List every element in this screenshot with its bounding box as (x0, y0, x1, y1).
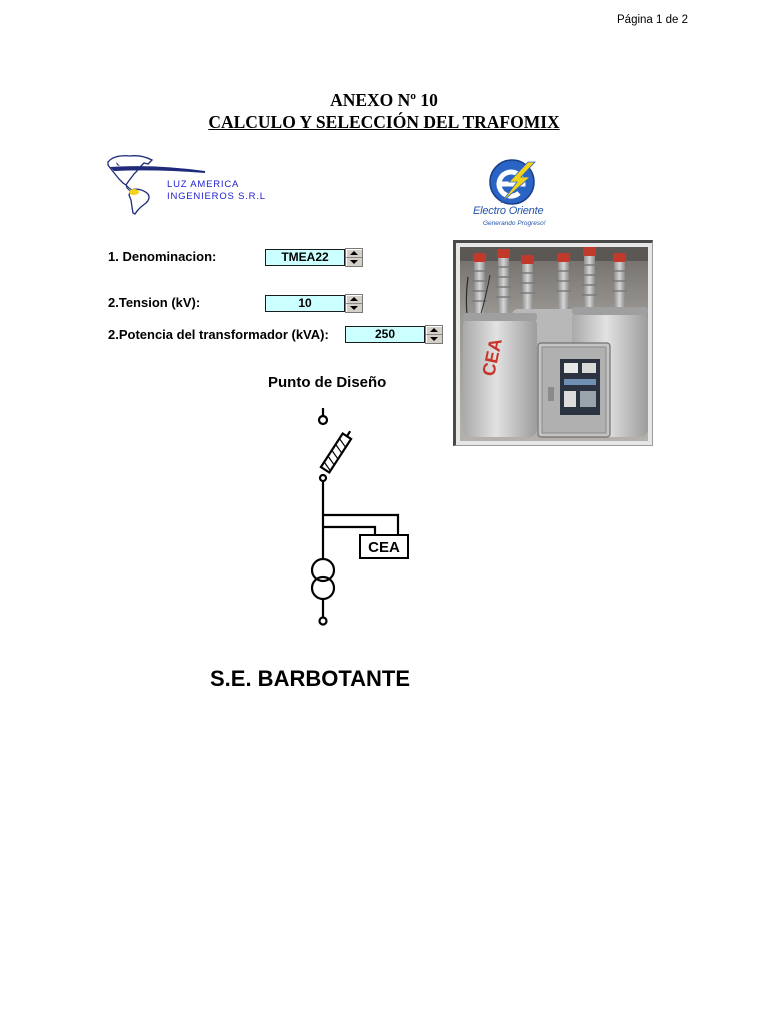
company-name-line2: INGENIEROS S.R.L (167, 191, 266, 202)
document-title: ANEXO Nº 10 (330, 90, 438, 110)
denominacion-spinner-down-button[interactable] (346, 258, 362, 266)
potencia-field[interactable]: 250 (345, 326, 425, 343)
electro-oriente-logo-icon (473, 158, 559, 206)
top-terminal (319, 416, 327, 424)
potencia-spinner-down-button[interactable] (426, 335, 442, 343)
denominacion-label: 1. Denominacion: (108, 249, 217, 264)
denominacion-field[interactable]: TMEA22 (265, 249, 345, 266)
potencia-label: 2.Potencia del transformador (kVA): (108, 327, 329, 342)
tension-spinner[interactable] (345, 294, 363, 313)
up-arrow-icon (430, 328, 438, 332)
tension-spinner-up-button[interactable] (346, 295, 362, 304)
down-arrow-icon (430, 337, 438, 341)
fuse-lower-terminal (320, 475, 326, 481)
denominacion-spinner[interactable] (345, 248, 363, 267)
denominacion-spinner-up-button[interactable] (346, 249, 362, 258)
transformer-photo-image (460, 247, 648, 441)
single-line-diagram (205, 405, 440, 700)
up-arrow-icon (350, 251, 358, 255)
tension-label: 2.Tension (kV): (108, 295, 201, 310)
metering-box (538, 343, 610, 437)
left-tank (463, 317, 537, 437)
tension-field[interactable]: 10 (265, 295, 345, 312)
cea-box-label: CEA (368, 539, 400, 556)
page-number: Página 1 de 2 (617, 14, 688, 26)
bottom-terminal (320, 618, 327, 625)
down-arrow-icon (350, 260, 358, 264)
up-arrow-icon (350, 297, 358, 301)
design-point-heading: Punto de Diseño (268, 374, 387, 391)
potencia-spinner[interactable] (425, 325, 443, 344)
transformer-photo (453, 240, 653, 446)
tank-label: CEA (478, 336, 506, 378)
client-logo-tagline: Generando Progreso! (483, 220, 546, 227)
company-name-line1: LUZ AMERICA (167, 179, 240, 190)
document-subtitle: CALCULO Y SELECCIÓN DEL TRAFOMIX (208, 112, 560, 132)
tension-spinner-down-button[interactable] (346, 304, 362, 312)
down-arrow-icon (350, 306, 358, 310)
substation-caption: S.E. BARBOTANTE (210, 666, 411, 691)
client-logo-name: Electro Oriente (473, 205, 544, 217)
potencia-spinner-up-button[interactable] (426, 326, 442, 335)
